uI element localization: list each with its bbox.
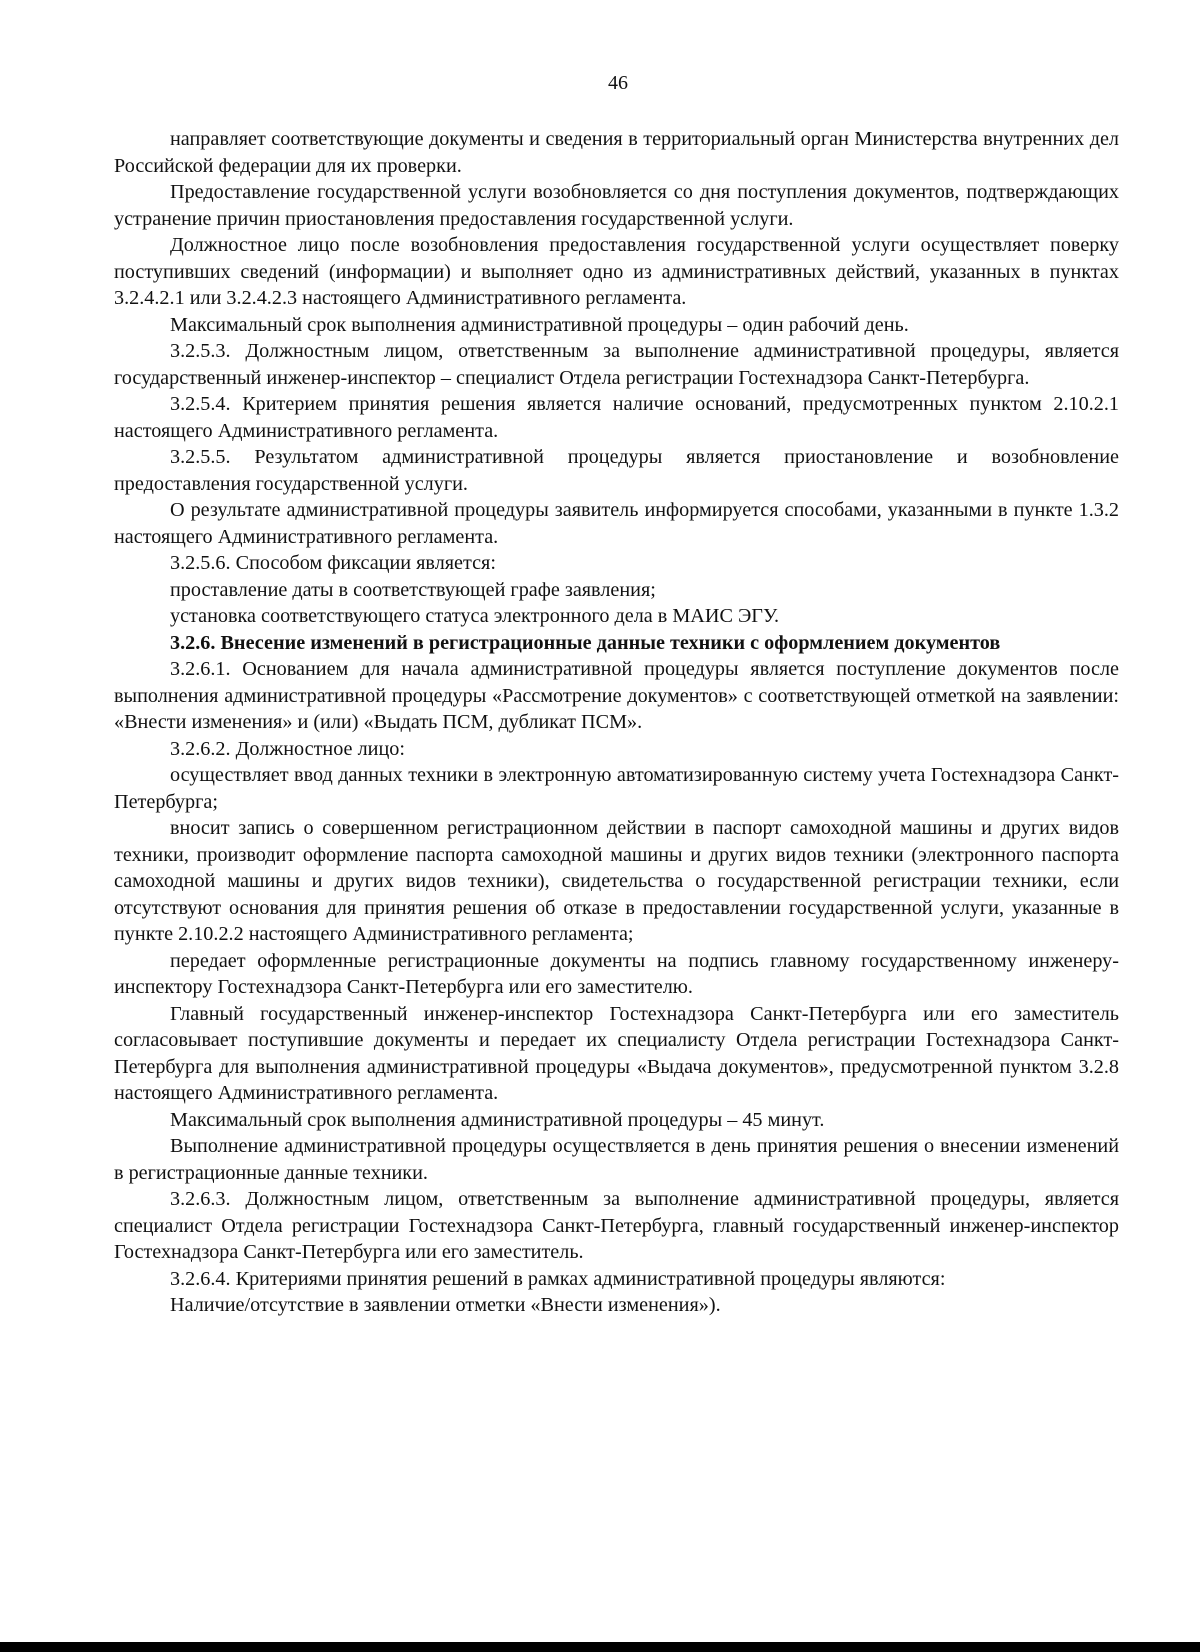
paragraph: 3.2.5.5. Результатом административной процедуры является приостановление и возобновление предоставления государственной услуги. [114,446,1119,495]
section-heading: 3.2.6. Внесение изменений в регистрационные данные техники с оформлением документов [170,631,1001,654]
paragraph: Максимальный срок выполнения административной процедуры – 45 минут. [170,1108,825,1131]
page-number: 46 [608,72,628,94]
paragraph: 3.2.6.2. Должностное лицо: [170,737,405,760]
paragraph: 3.2.5.4. Критерием принятия решения является наличие оснований, предусмотренных пунктом 2.10.2.1 настоящего Административного регламента. [114,393,1119,442]
paragraph: вносит запись о совершенном регистрационном действии в паспорт самоходной машины и других видов техники, производит оформление паспорта самоходной машины и других видов техники (электронного паспорта самоходной машины и других видов техники), свидетельства о государственной регистрации техники, если отсутствуют основания для принятия решения об отказе в предоставлении государственной услуги, указанные в пункте 2.10.2.2 настоящего Административного регламента; [114,817,1119,945]
paragraph: 3.2.6.3. Должностным лицом, ответственным за выполнение административной процедуры, является специалист Отдела регистрации Гостехнадзора Санкт-Петербурга, главный государственный инженер-инспектор Гостехнадзора Санкт-Петербурга или его заместитель. [114,1188,1119,1263]
paragraph: передает оформленные регистрационные документы на подпись главному государственному инженеру-инспектору Гостехнадзора Санкт-Петербурга или его заместителю. [114,949,1119,998]
paragraph: 3.2.6.4. Критериями принятия решений в рамках административной процедуры являются: [170,1267,946,1290]
paragraph: установка соответствующего статуса электронного дела в МАИС ЭГУ. [170,605,780,627]
paragraph: направляет соответствующие документы и сведения в территориальный орган Министерства внутренних дел Российской федерации для их проверки. [114,128,1119,177]
paragraph: Должностное лицо после возобновления предоставления государственной услуги осуществляет поверку поступивших сведений (информации) и выполняет одно из административных действий, указанных в пунктах 3.2.4.2.1 или 3.2.4.2.3 настоящего Административного регламента. [114,234,1119,309]
paragraph: Наличие/отсутствие в заявлении отметки «Внести изменения»). [170,1294,721,1316]
scan-edge-bar [0,1642,1200,1652]
document-body [114,126,1119,1319]
paragraph: 3.2.6.1. Основанием для начала административной процедуры является поступление документов после выполнения административной процедуры «Рассмотрение документов» с соответствующей отметкой на заявлении: «Внести изменения» и (или) «Выдать ПСМ, дубликат ПСМ». [114,658,1119,733]
paragraph: Предоставление государственной услуги возобновляется со дня поступления документов, подтверждающих устранение причин приостановления предоставления государственной услуги. [114,181,1119,230]
paragraph: осуществляет ввод данных техники в электронную автоматизированную систему учета Гостехнадзора Санкт-Петербурга; [114,764,1119,813]
paragraph: 3.2.5.3. Должностным лицом, ответственным за выполнение административной процедуры, является государственный инженер-инспектор – специалист Отдела регистрации Гостехнадзора Санкт-Петербурга. [114,340,1119,389]
paragraph: Максимальный срок выполнения административной процедуры – один рабочий день. [170,313,909,336]
paragraph: 3.2.5.6. Способом фиксации является: [170,552,496,574]
paragraph: О результате административной процедуры заявитель информируется способами, указанными в пункте 1.3.2 настоящего Административного регламента. [114,499,1119,548]
paragraph: Главный государственный инженер-инспектор Гостехнадзора Санкт-Петербурга или его заместитель согласовывает поступившие документы и передает их специалисту Отдела регистрации Гостехнадзора Санкт-Петербурга для выполнения административной процедуры «Выдача документов», предусмотренной пунктом 3.2.8 настоящего Административного регламента. [114,1002,1119,1104]
paragraph: Выполнение административной процедуры осуществляется в день принятия решения о внесении изменений в регистрационные данные техники. [114,1135,1119,1184]
paragraph: проставление даты в соответствующей графе заявления; [170,578,656,601]
